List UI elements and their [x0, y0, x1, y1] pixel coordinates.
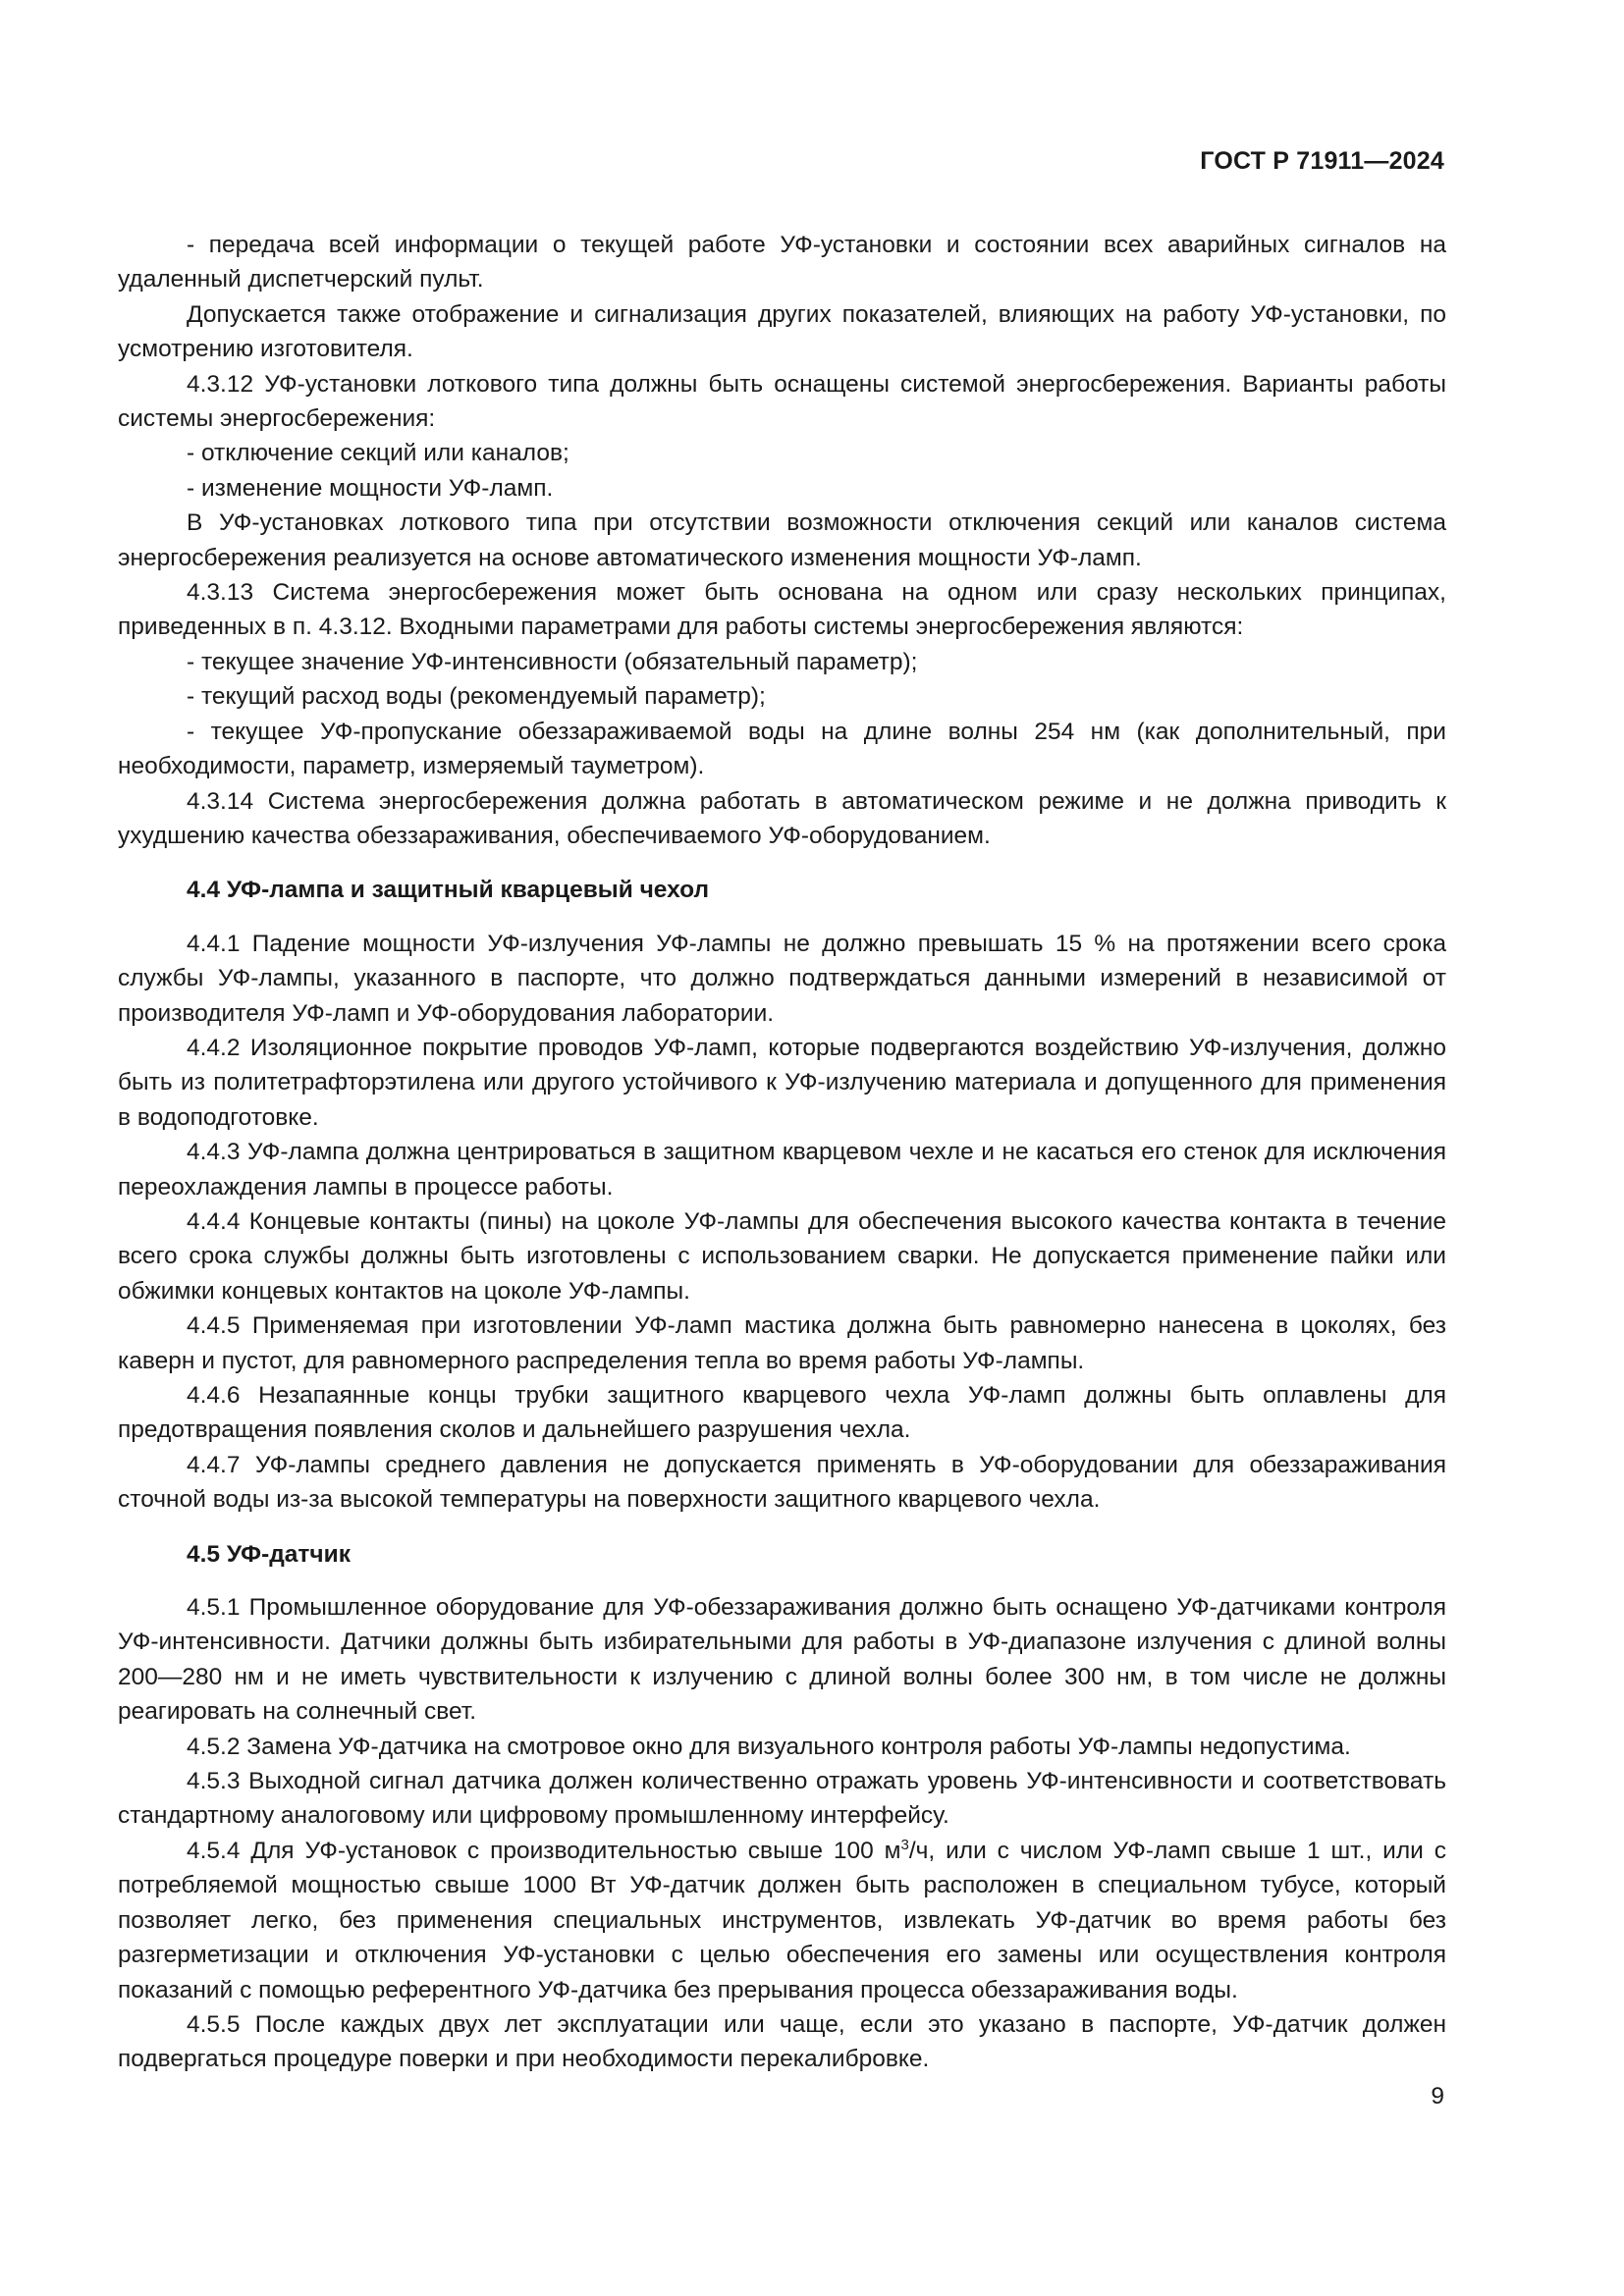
superscript: 3 — [900, 1836, 909, 1853]
list-item: - текущее УФ-пропускание обеззараживаемой воды на длине волны 254 нм (как дополнительный, при необходимости, параметр, измеряемый тауметром). — [118, 718, 1446, 780]
paragraph: 4.4.7 УФ-лампы среднего давления не допускается применять в УФ-оборудовании для обеззараживания сточной воды из-за высокой температуры на поверхности защитного кварцевого чехла. — [118, 1451, 1446, 1514]
paragraph: 4.4.3 УФ-лампа должна центрироваться в защитном кварцевом чехле и не касаться его стенок для исключения переохлаждения лампы в процессе работы. — [118, 1139, 1446, 1201]
page-body — [118, 228, 1446, 2077]
paragraph: 4.3.13 Система энергосбережения может быть основана на одном или сразу нескольких принципах, приведенных в п. 4.3.12. Входными параметрами для работы системы энергосбережения являются: — [118, 579, 1446, 641]
list-item: - текущее значение УФ-интенсивности (обязательный параметр); — [187, 648, 918, 675]
paragraph: 4.3.12 УФ-установки лоткового типа должны быть оснащены системой энергосбережения. Варианты работы системы энергосбережения: — [118, 370, 1446, 433]
paragraph: 4.5.1 Промышленное оборудование для УФ-обеззараживания должно быть оснащено УФ-датчиками контроля УФ-интенсивности. Датчики должны быть избирательными для работы в УФ-диапазоне излучения с длиной волны 200—280 нм и не иметь чувствительности к излучению с длиной волны более 300 нм, в том числе не должны реагировать на солнечный свет. — [118, 1594, 1446, 1726]
document-header: ГОСТ Р 71911—2024 — [1200, 147, 1444, 175]
paragraph — [118, 1834, 1446, 2007]
paragraph: 4.4.5 Применяемая при изготовлении УФ-ламп мастика должна быть равномерно нанесена в цоколях, без каверн и пустот, для равномерного распределения тепла во время работы УФ-лампы. — [118, 1312, 1446, 1374]
list-item: - текущий расход воды (рекомендуемый параметр); — [187, 683, 766, 711]
section-heading: 4.4 УФ-лампа и защитный кварцевый чехол — [187, 877, 710, 904]
paragraph: 4.4.4 Концевые контакты (пины) на цоколе УФ-лампы для обеспечения высокого качества контакта в течение всего срока службы должны быть изготовлены с использованием сварки. Не допускается применение пайки или обжимки концевых контактов на цоколе УФ-лампы. — [118, 1207, 1446, 1305]
page-number: 9 — [1431, 2083, 1444, 2109]
paragraph: 4.3.14 Система энергосбережения должна работать в автоматическом режиме и не должна приводить к ухудшению качества обеззараживания, обеспечиваемого УФ-оборудованием. — [118, 787, 1446, 849]
text-run: /ч, или с числом УФ-ламп свыше 1 шт., или с потребляемой мощностью свыше 1000 Вт УФ-датчик должен быть расположен в специальном тубусе, который позволяет легко, без применения специальных инструментов, извлекать УФ-датчик во время работы без разгерметизации и отключения УФ-установки с целью обеспечения его замены или осуществления контроля показаний с помощью референтного УФ-датчика без прерывания процесса обеззараживания воды. — [118, 1837, 1446, 2003]
paragraph: 4.5.3 Выходной сигнал датчика должен количественно отражать уровень УФ-интенсивности и соответствовать стандартному аналоговому или цифровому промышленному интерфейсу. — [118, 1768, 1446, 1830]
section-heading: 4.5 УФ-датчик — [187, 1540, 351, 1568]
paragraph: 4.4.1 Падение мощности УФ-излучения УФ-лампы не должно превышать 15 % на протяжении всего срока службы УФ-лампы, указанного в паспорте, что должно подтверждаться данными измерений в независимой от производителя УФ-ламп и УФ-оборудования лаборатории. — [118, 930, 1446, 1027]
list-item: - изменение мощности УФ-ламп. — [187, 474, 554, 502]
paragraph: 4.4.2 Изоляционное покрытие проводов УФ-ламп, которые подвергаются воздействию УФ-излучения, должно быть из политетрафторэтилена или другого устойчивого к УФ-излучению материала и допущенного для применения в водоподготовке. — [118, 1034, 1446, 1131]
paragraph: 4.5.2 Замена УФ-датчика на смотровое окно для визуального контроля работы УФ-лампы недопустима. — [187, 1733, 1351, 1760]
paragraph: Допускается также отображение и сигнализация других показателей, влияющих на работу УФ-установки, по усмотрению изготовителя. — [118, 300, 1446, 363]
paragraph: - передача всей информации о текущей работе УФ-установки и состоянии всех аварийных сигналов на удаленный диспетчерский пульт. — [118, 232, 1446, 294]
paragraph: 4.5.5 После каждых двух лет эксплуатации или чаще, если это указано в паспорте, УФ-датчик должен подвергаться процедуре поверки и при необходимости перекалибровке. — [118, 2010, 1446, 2073]
text-run: 4.5.4 Для УФ-установок с производительностью свыше 100 м — [187, 1837, 901, 1864]
paragraph: В УФ-установках лоткового типа при отсутствии возможности отключения секций или каналов система энергосбережения реализуется на основе автоматического изменения мощности УФ-ламп. — [118, 509, 1446, 571]
list-item: - отключение секций или каналов; — [187, 440, 569, 467]
paragraph: 4.4.6 Незапаянные концы трубки защитного кварцевого чехла УФ-ламп должны быть оплавлены для предотвращения появления сколов и дальнейшего разрушения чехла. — [118, 1382, 1446, 1444]
